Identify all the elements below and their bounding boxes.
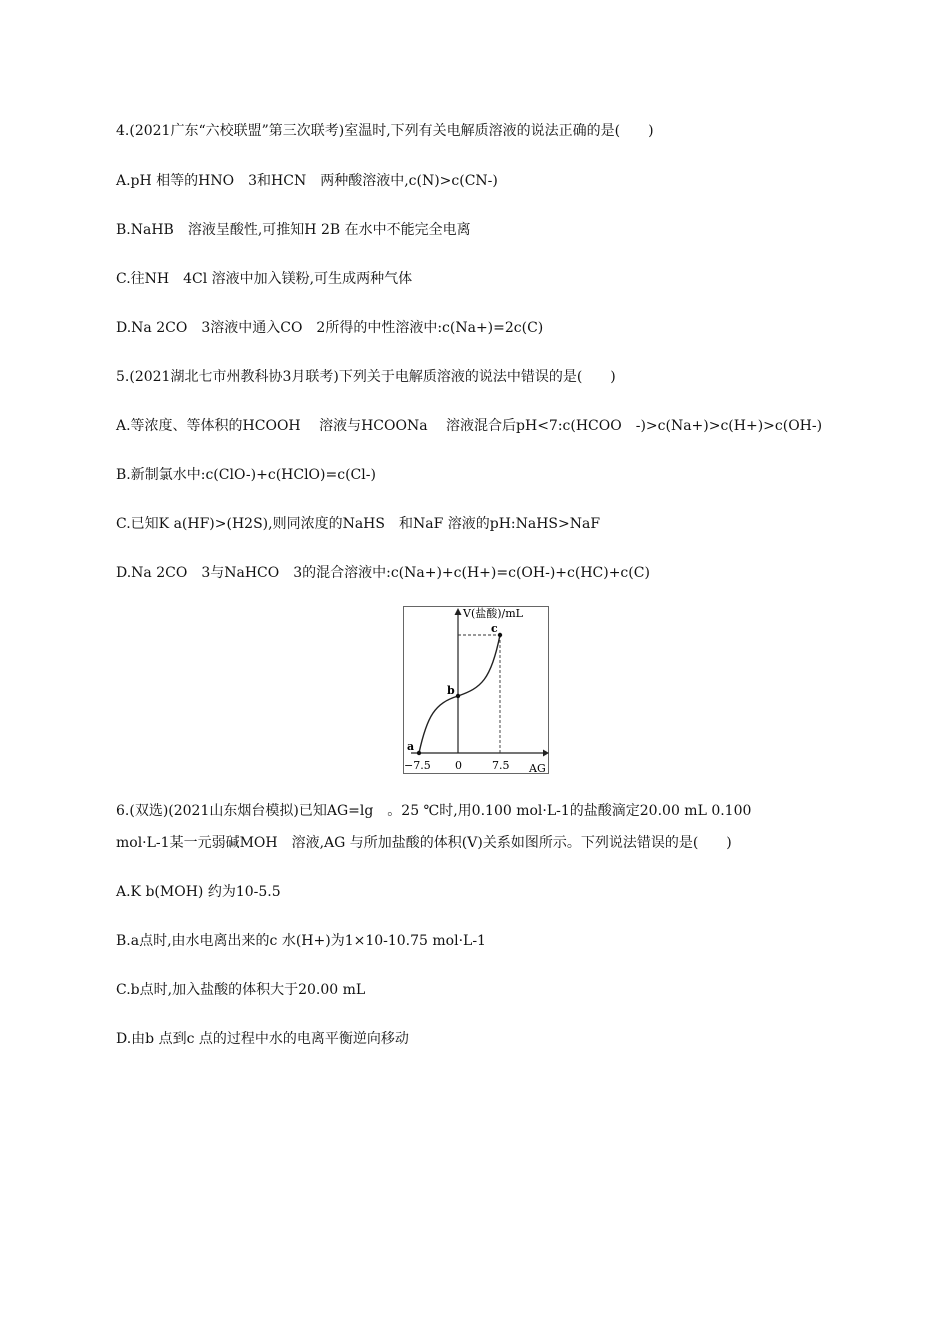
point-c bbox=[498, 633, 502, 637]
titration-plot bbox=[403, 606, 549, 774]
figure-frame bbox=[404, 607, 549, 774]
titration-curve bbox=[419, 635, 500, 753]
tick-7-5: 7.5 bbox=[492, 759, 510, 772]
q5-option-b: B.新制氯水中:c(ClO-)+c(HClO)=c(Cl-) bbox=[116, 467, 376, 483]
titration-figure bbox=[403, 606, 549, 774]
q5-option-a: A.等浓度、等体积的HCOOH 溶液与HCOONa 溶液混合后pH<7:c(HCOO -)>c(Na+)>c(H+)>c(OH-) bbox=[116, 418, 823, 434]
q5-option-c: C.已知K a(HF)>(H2S),则同浓度的NaHS 和NaF 溶液的pH:NaHS>NaF bbox=[116, 516, 601, 532]
q6-option-d: D.由b 点到c 点的过程中水的电离平衡逆向移动 bbox=[116, 1031, 409, 1047]
q6-option-b: B.a点时,由水电离出来的c 水(H+)为1×10-10.75 mol·L-1 bbox=[116, 933, 486, 949]
label-c: c bbox=[491, 622, 498, 635]
q4-option-a: A.pH 相等的HNO 3和HCN 两种酸溶液中,c(N)>c(CN-) bbox=[116, 173, 498, 189]
point-b bbox=[456, 694, 460, 698]
q5-option-d: D.Na 2CO 3与NaHCO 3的混合溶液中:c(Na+)+c(H+)=c(OH-)+c(HC)+c(C) bbox=[116, 565, 650, 581]
y-axis-arrow bbox=[455, 608, 462, 615]
q4-stem: 4.(2021广东“六校联盟”第三次联考)室温时,下列有关电解质溶液的说法正确的是( ) bbox=[116, 123, 654, 139]
tick-0: 0 bbox=[455, 759, 462, 772]
q5-stem: 5.(2021湖北七市州教科协3月联考)下列关于电解质溶液的说法中错误的是( ) bbox=[116, 369, 616, 385]
q6-stem-line-2: mol·L-1某一元弱碱MOH 溶液,AG 与所加盐酸的体积(V)关系如图所示。下列说法错误的是( ) bbox=[116, 835, 732, 851]
point-a bbox=[417, 751, 421, 755]
label-b: b bbox=[447, 684, 455, 697]
q6-option-a: A.K b(MOH) 约为10-5.5 bbox=[116, 884, 281, 900]
q6-option-c: C.b点时,加入盐酸的体积大于20.00 mL bbox=[116, 982, 366, 998]
q6-stem-line-1: 6.(双选)(2021山东烟台模拟)已知AG=lg 。25 ℃时,用0.100 mol·L-1的盐酸滴定20.00 mL 0.100 bbox=[116, 803, 752, 819]
tick-neg-7-5: −7.5 bbox=[404, 759, 431, 772]
q4-option-c: C.往NH 4Cl 溶液中加入镁粉,可生成两种气体 bbox=[116, 271, 413, 287]
q4-option-b: B.NaHB 溶液呈酸性,可推知H 2B 在水中不能完全电离 bbox=[116, 222, 471, 238]
q4-option-d: D.Na 2CO 3溶液中通入CO 2所得的中性溶液中:c(Na+)=2c(C) bbox=[116, 320, 544, 336]
x-axis-label: AG bbox=[529, 762, 546, 774]
y-axis-label: V(盐酸)/mL bbox=[463, 607, 523, 620]
label-a: a bbox=[407, 740, 415, 753]
